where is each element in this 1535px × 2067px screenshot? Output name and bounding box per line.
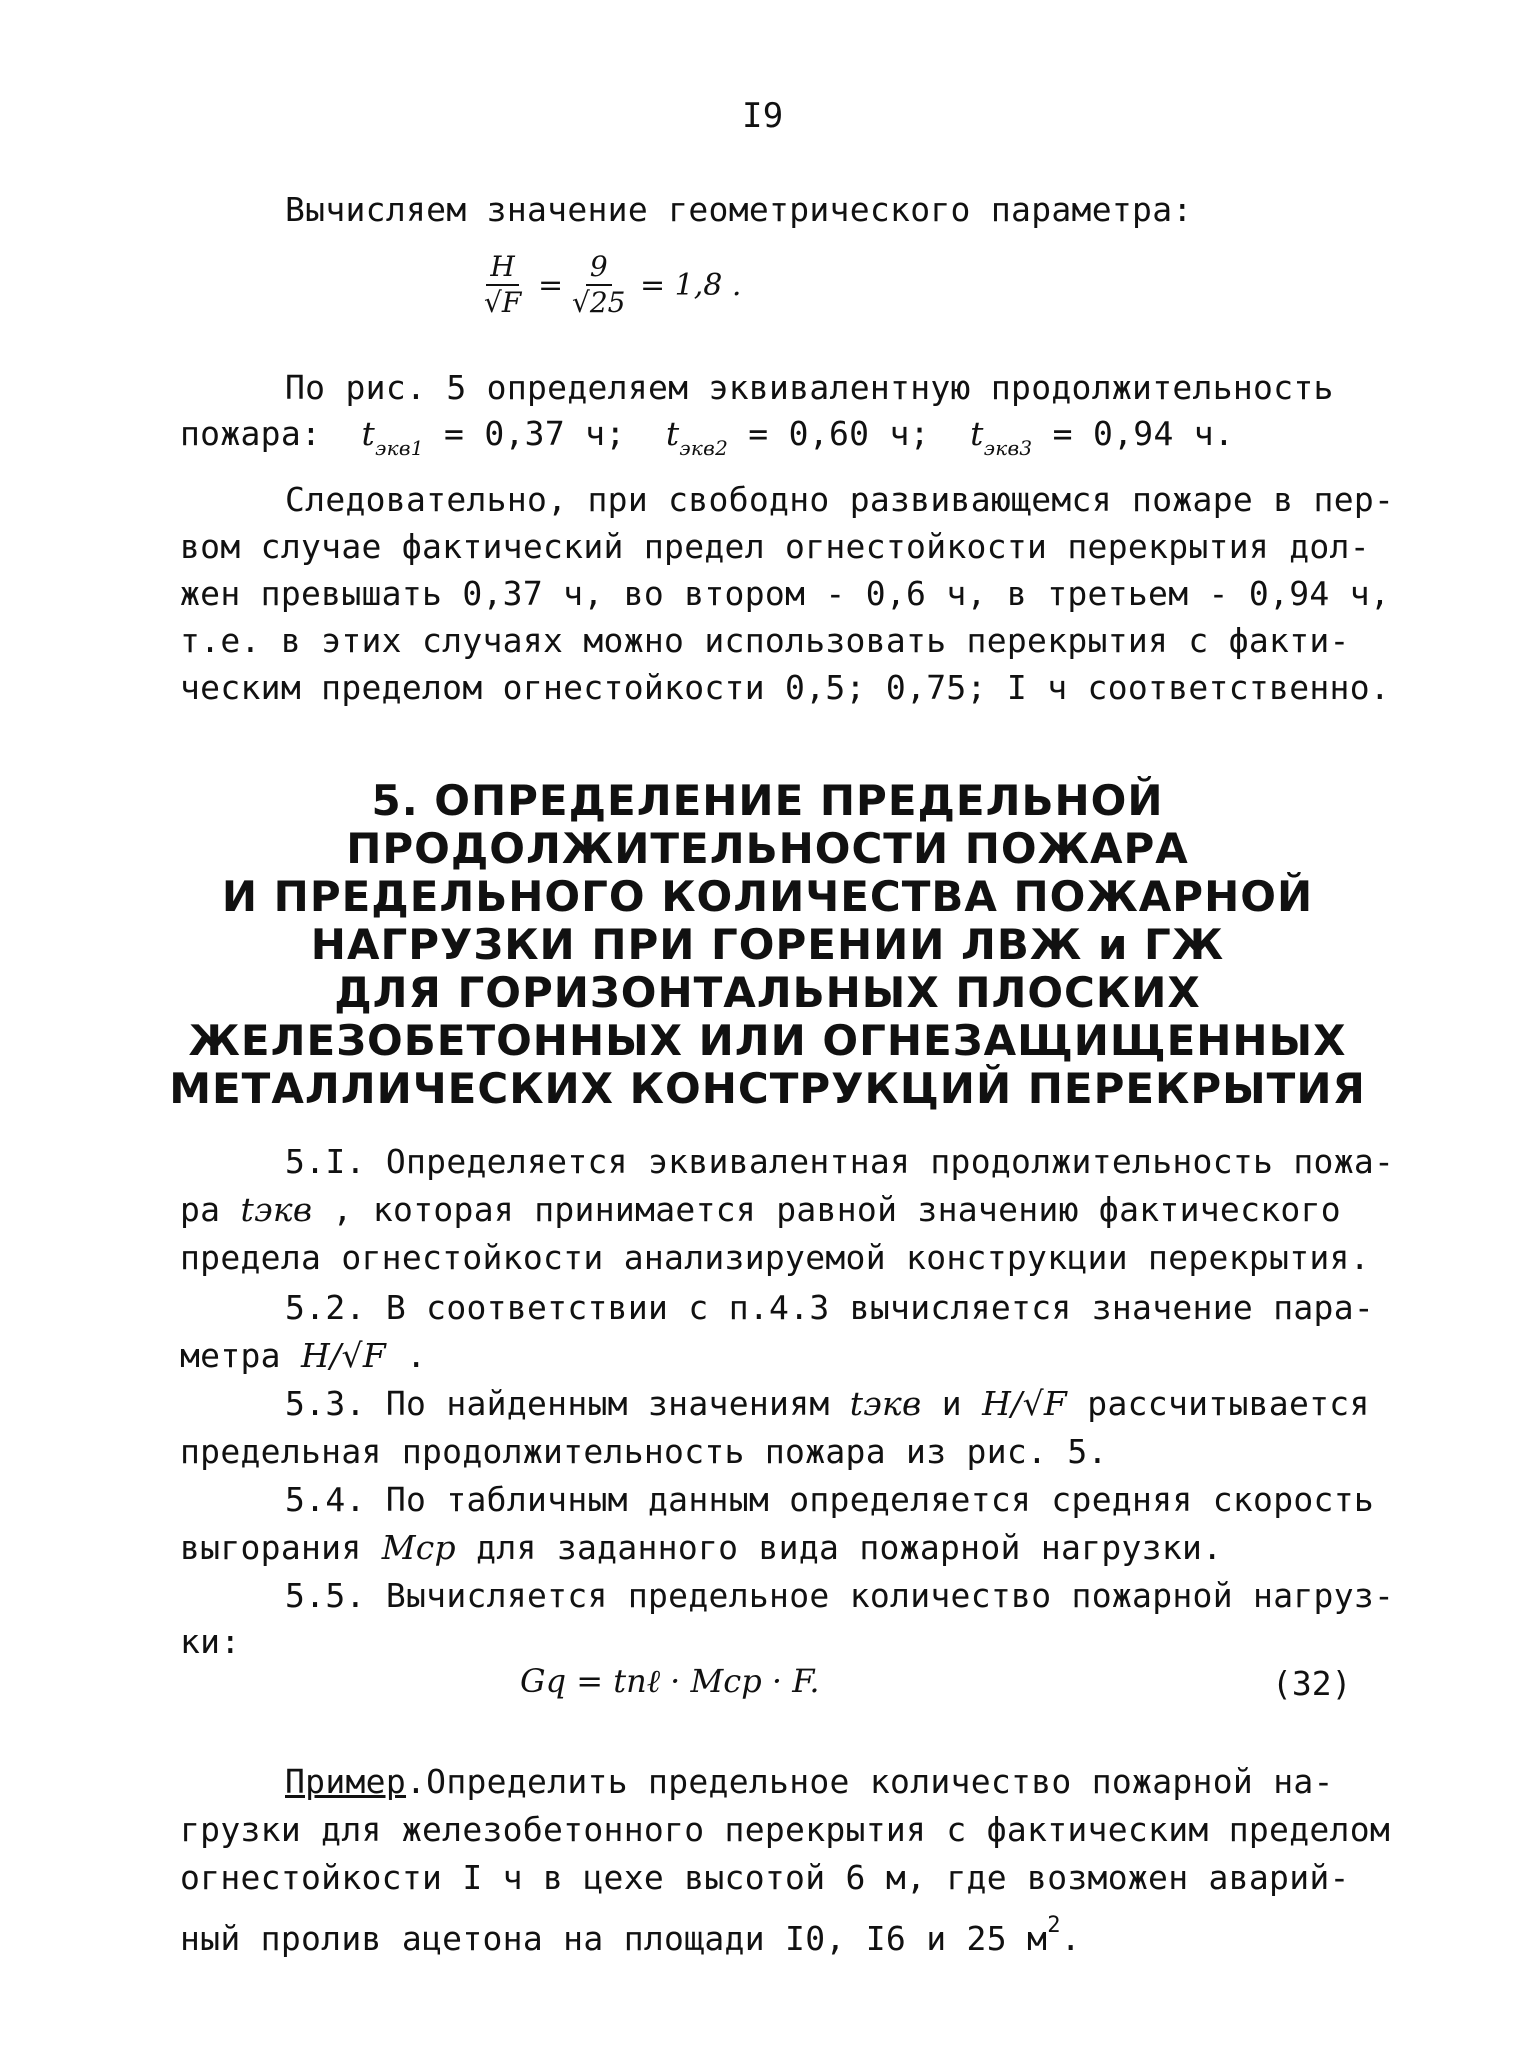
fraction-numerator: 9 bbox=[586, 250, 612, 286]
fraction-denominator: √F bbox=[484, 286, 522, 319]
paragraph-line: ческим пределом огнестойкости 0,5; 0,75; I ч соответственно. bbox=[180, 668, 1391, 707]
paragraph-line: Следовательно, при свободно развивающемся пожаре в пер- bbox=[285, 480, 1395, 519]
fraction-h-over-root-f bbox=[480, 250, 525, 320]
heading-line: НАГРУЗКИ ПРИ ГОРЕНИИ ЛВЖ и ГЖ bbox=[310, 920, 1225, 969]
example-line: Пример.Определить предельное количество пожарной на- bbox=[285, 1762, 1334, 1801]
t-equivalent-3: $t_{экв3}$ bbox=[970, 414, 1033, 460]
heading-line: ПРОДОЛЖИТЕЛЬНОСТИ ПОЖАРА bbox=[346, 824, 1189, 873]
h-over-root-f-var: H/√F bbox=[982, 1384, 1068, 1423]
equals-sign: = bbox=[538, 268, 564, 303]
t-equivalent-1: $t_{экв1}$ bbox=[361, 414, 424, 460]
heading-line: 5. ОПРЕДЕЛЕНИЕ ПРЕДЕЛЬНОЙ bbox=[371, 776, 1164, 825]
page-number: I9 bbox=[742, 96, 784, 136]
example-line: ный пролив ацетона на площади I0, I6 и 25 $м^2$. bbox=[180, 1913, 1081, 1958]
paragraph-line: вом случае фактический предел огнестойкости перекрытия дол- bbox=[180, 527, 1370, 566]
t-equivalent-2-value: = 0,60 ч; bbox=[748, 414, 930, 453]
section-5-3-line: 5.3. По найденным значениям tэкв и H/√F рассчитывается bbox=[285, 1384, 1370, 1423]
h-over-root-f-var: H/√F bbox=[301, 1336, 387, 1375]
section-5-1-line: ра tэкв , которая принимается равной значению фактического bbox=[180, 1190, 1341, 1229]
figure-reference-line: По рис. 5 определяем эквивалентную продолжительность bbox=[285, 368, 1334, 407]
section-5-3-line: предельная продолжительность пожара из рис. 5. bbox=[180, 1432, 1108, 1471]
example-label: Пример bbox=[285, 1762, 407, 1801]
formula-32: Gq = tпℓ · Mср · F. bbox=[520, 1662, 820, 1700]
t-equivalent-var: tэкв bbox=[849, 1384, 922, 1423]
section-5-1-line: предела огнестойкости анализируемой конструкции перекрытия. bbox=[180, 1238, 1370, 1277]
heading-line: МЕТАЛЛИЧЕСКИХ КОНСТРУКЦИЙ ПЕРЕКРЫТИЯ bbox=[169, 1064, 1366, 1113]
heading-line: И ПРЕДЕЛЬНОГО КОЛИЧЕСТВА ПОЖАРНОЙ bbox=[221, 872, 1314, 921]
formula-result: = 1,8 . bbox=[640, 268, 742, 303]
superscript-2: 2 bbox=[1047, 1913, 1061, 1938]
section-5-5-line: 5.5. Вычисляется предельное количество пожарной нагруз- bbox=[285, 1576, 1395, 1615]
t-equivalent-3-value: = 0,94 ч. bbox=[1052, 414, 1235, 453]
m-avg-var: Mср bbox=[381, 1528, 456, 1567]
section-5-2-line: метра H/√F . bbox=[180, 1336, 427, 1375]
intro-line: Вычисляем значение геометрического параметра: bbox=[285, 190, 1193, 229]
section-5-1-line: 5.I. Определяется эквивалентная продолжительность пожа- bbox=[285, 1142, 1395, 1181]
durations-prefix: пожара: bbox=[180, 414, 322, 453]
t-equivalent-1-value: = 0,37 ч; bbox=[443, 414, 626, 453]
section-5-5-line: ки: bbox=[180, 1622, 241, 1661]
heading-line: ДЛЯ ГОРИЗОНТАЛЬНЫХ ПЛОСКИХ bbox=[334, 968, 1201, 1017]
equivalent-durations-line bbox=[180, 414, 1234, 468]
paragraph-line: жен превышать 0,37 ч, во втором - 0,6 ч, в третьем - 0,94 ч, bbox=[180, 574, 1391, 613]
example-line: грузки для железобетонного перекрытия с фактическим пределом bbox=[180, 1810, 1391, 1849]
t-equivalent-var: tэкв bbox=[240, 1190, 313, 1229]
fraction-numerator: H bbox=[486, 250, 518, 286]
fraction-9-over-root-25 bbox=[568, 250, 629, 320]
section-5-4-line: 5.4. По табличным данным определяется средняя скорость bbox=[285, 1480, 1375, 1519]
fraction-denominator: √25 bbox=[572, 286, 626, 319]
section-5-4-line: выгорания Mср для заданного вида пожарной нагрузки. bbox=[180, 1528, 1223, 1567]
paragraph-line: т.е. в этих случаях можно использовать перекрытия с факти- bbox=[180, 621, 1350, 660]
heading-line: ЖЕЛЕЗОБЕТОННЫХ ИЛИ ОГНЕЗАЩИЩЕННЫХ bbox=[188, 1016, 1347, 1065]
example-line: огнестойкости I ч в цехе высотой 6 м, где возможен аварий- bbox=[180, 1858, 1350, 1897]
equation-number: (32) bbox=[1272, 1664, 1352, 1703]
section-5-2-line: 5.2. В соответствии с п.4.3 вычисляется значение пара- bbox=[285, 1288, 1375, 1327]
t-equivalent-2: $t_{экв2}$ bbox=[665, 414, 729, 460]
